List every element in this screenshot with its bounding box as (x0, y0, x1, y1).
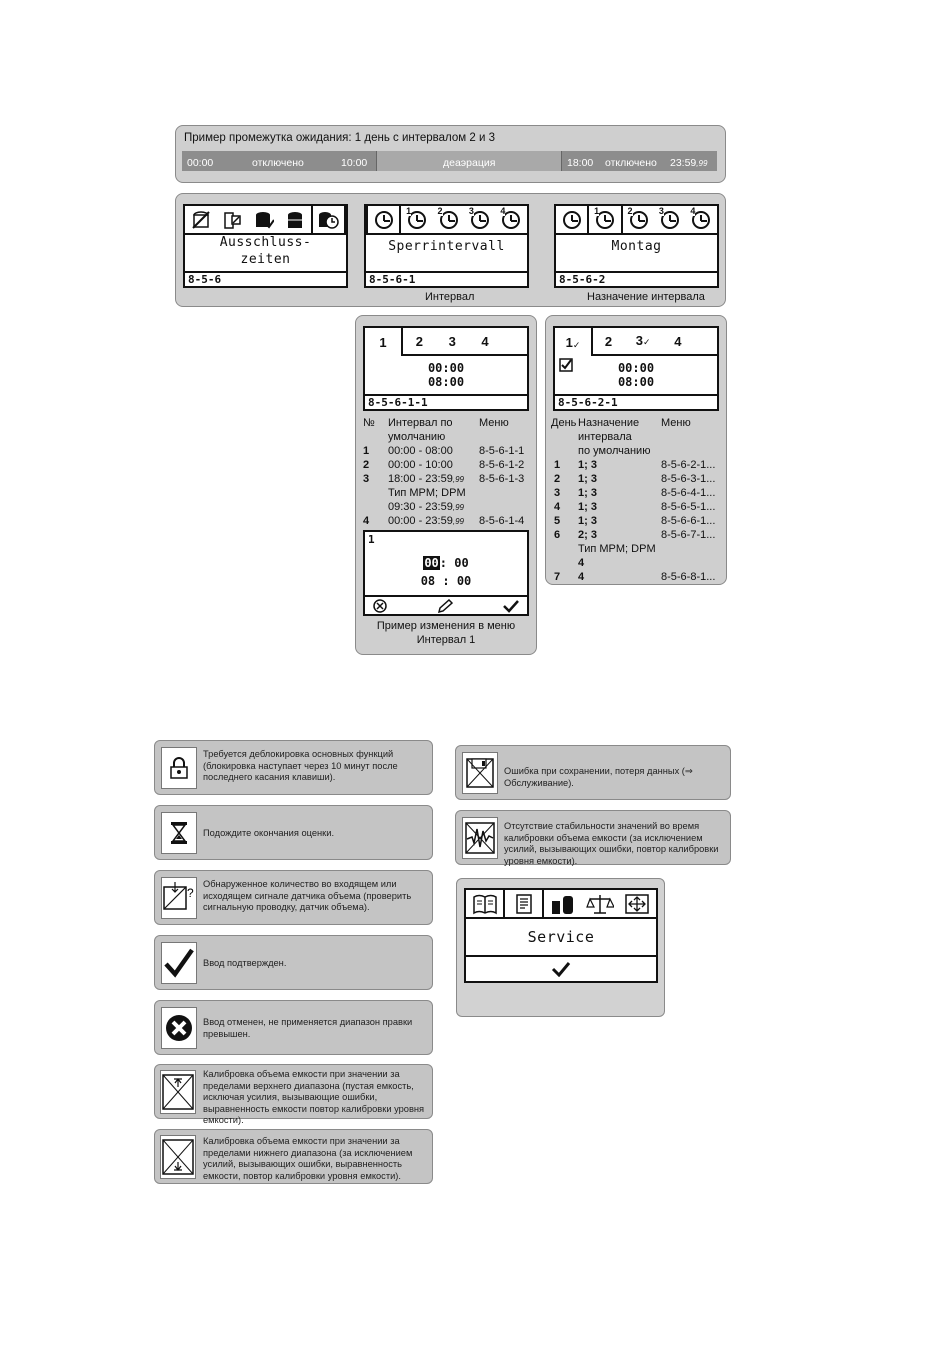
timeline-segment-deaeration (341, 151, 562, 171)
row-menu: 8-5-6-8-1... (661, 571, 716, 583)
tab-clock-1[interactable] (401, 206, 432, 233)
info-confirmed (154, 935, 433, 990)
row-menu: 8-5-6-1-1 (479, 445, 525, 457)
row-value: 4 (578, 571, 585, 583)
tab-interval-1[interactable]: 1 (379, 334, 387, 350)
info-volume-sensor (154, 870, 433, 925)
row-menu: 8-5-6-2-1... (661, 459, 716, 471)
tab-interval-4[interactable]: 4 (481, 333, 489, 349)
icon-frame (161, 942, 197, 984)
clock-icon (375, 211, 393, 229)
row-no: 4 (363, 515, 370, 527)
service-tabs (466, 890, 656, 919)
lcd-tabs (556, 206, 717, 235)
info-calibration-lower-text: Калибровка объема емкости при значении за пределами нижнего диапазона (за исключением усилий, вызывающих ошибки, выравненность емкости, повтор калибровки уровня емкости). (203, 1136, 413, 1181)
timeline-bar (182, 151, 717, 171)
lcd-interval-text: Sperrintervall (388, 239, 505, 254)
volume-sensor-icon (162, 881, 196, 915)
tab-interval-3[interactable]: 3 (448, 333, 456, 349)
tab-clock-all[interactable] (366, 204, 401, 233)
lcd-interval-edit (363, 530, 529, 616)
info-instability-text: Отсутствие стабильности значений во время калибровки объема емкости (за исключением усилий, вызывающих ошибки, повтор калибровки уровня емкости). (504, 821, 719, 866)
tab-clock-1[interactable] (587, 204, 622, 233)
header-assign-3: по умолчанию (578, 445, 651, 457)
tab-tank-arrow[interactable] (216, 206, 247, 233)
row-day: 5 (554, 515, 561, 527)
edit-caption-2: Интервал 1 (416, 634, 476, 646)
row-day: 7 (554, 571, 561, 583)
cancel-icon (164, 1013, 194, 1043)
lcd-assign-text: Montag (611, 239, 662, 254)
hourglass-icon (170, 821, 188, 845)
interval-table (363, 416, 533, 536)
row-interval: 18:00 - 23:59,99 (388, 473, 464, 485)
info-calibration-upper (154, 1064, 433, 1125)
assign-tabs (555, 328, 717, 356)
lcd-interval (364, 204, 529, 288)
interval-time-end: 08:00 (427, 375, 465, 389)
lcd-assign-detail (553, 326, 719, 411)
interval-panel (355, 315, 537, 655)
service-toolbar (466, 955, 656, 981)
icon-frame (462, 817, 498, 859)
edit-time-start[interactable]: 00: 00 (424, 556, 469, 570)
header-menu: Меню (479, 417, 509, 429)
timeline-panel (175, 125, 726, 183)
assign-other-tabs (591, 328, 717, 356)
clock-2-icon: 2 (630, 211, 648, 229)
tab-tanks[interactable] (544, 890, 581, 917)
tab-clock-2[interactable] (623, 206, 654, 233)
tab-interval-2[interactable]: 2 (415, 333, 424, 349)
info-wait (154, 805, 433, 860)
tab-document[interactable] (503, 888, 544, 917)
icon-frame (462, 752, 498, 794)
tank-crossed-icon (191, 210, 211, 230)
tab-tank-check[interactable] (248, 206, 279, 233)
clock-1-icon: 1 (596, 211, 614, 229)
move-arrows-icon (624, 893, 650, 915)
row-day: 2 (554, 473, 561, 485)
row-day: 3 (554, 487, 561, 499)
timeline-label-off1: отключено (252, 157, 304, 169)
icon-frame (161, 812, 197, 854)
row-menu: 8-5-6-6-1... (661, 515, 716, 527)
lcd-interval-detail (363, 326, 529, 411)
tab-clock-3[interactable] (464, 206, 495, 233)
info-calibration-upper-text: Калибровка объема емкости при значении за пределами верхнего диапазона (пустая емкость, исключая усилия, вызывающие ошибки, выравненность емкости повтор калибровки уровня емкости). (203, 1069, 425, 1125)
row-interval: 00:00 - 10:00 (388, 459, 453, 471)
icon-frame (161, 1007, 197, 1049)
row-menu: 8-5-6-4-1... (661, 487, 716, 499)
info-lock-text: Требуется деблокировка основных функций (блокировка наступает через 10 минут после последнего касания клавиши). (203, 749, 398, 782)
tab-tank-off[interactable] (185, 206, 216, 233)
header-day: День (551, 417, 577, 429)
row-menu: 8-5-6-1-2 (479, 459, 525, 471)
lcd-exclusion-text1: Ausschluss- (219, 235, 312, 250)
svg-text:?: ? (187, 886, 194, 900)
scale-icon (586, 893, 614, 915)
icon-frame (161, 747, 197, 789)
timeline-title: Пример промежутка ожидания: 1 день с интервалом 2 и 3 (184, 132, 495, 144)
timeline-label-off2: отключено (605, 157, 657, 169)
lcd-service (464, 888, 658, 983)
row-value: 1; 3 (578, 501, 597, 513)
header-interval-2: умолчанию (388, 431, 446, 443)
timeline-segment-off2 (562, 151, 717, 171)
checkmark-icon[interactable] (503, 599, 519, 613)
tab-clock-4[interactable] (686, 206, 717, 233)
tanks-icon (549, 893, 577, 915)
clock-2-icon: 2 (440, 211, 458, 229)
tab-assign-2[interactable]: 2 (604, 333, 613, 349)
tab-clock-2[interactable] (433, 206, 464, 233)
caption-interval: Интервал (425, 291, 475, 303)
tab-assign-1[interactable]: 1 ✓ (565, 334, 581, 350)
clock-3-icon: 3 (661, 211, 679, 229)
tab-assign-4[interactable]: 4 (674, 333, 682, 349)
lcd-interval-detail-code: 8-5-6-1-1 (365, 394, 527, 409)
interval-tabs (365, 328, 527, 356)
service-text: Service (527, 928, 595, 946)
row-no: 2 (363, 459, 370, 471)
interval-other-tabs (401, 328, 527, 356)
row-value: 1; 3 (578, 487, 597, 499)
tab-arrows[interactable] (619, 890, 656, 917)
tank-arrow-icon (222, 210, 242, 230)
lcd-exclusion-text2: zeiten (240, 252, 291, 267)
row-menu: 8-5-6-1-4 (479, 515, 525, 527)
instability-icon (464, 821, 496, 855)
row-no: 1 (363, 445, 370, 457)
lcd-assign-code: 8-5-6-2 (556, 271, 717, 286)
lcd-exclusion (183, 204, 348, 288)
save-error-icon (465, 757, 495, 789)
screens-panel (175, 193, 726, 307)
tab-clock-3[interactable] (654, 206, 685, 233)
edit-time-end: 08 : 00 (420, 574, 472, 588)
assign-panel (545, 315, 727, 585)
tank-full-icon (285, 210, 305, 230)
interval-time-start: 00:00 (427, 361, 465, 375)
row-day: 1 (554, 459, 561, 471)
tab-assign-3[interactable]: 3✓ (635, 333, 651, 348)
info-save-error (455, 745, 731, 800)
assign-time-end: 08:00 (617, 375, 655, 389)
timeline-time-10: 10:00 (341, 157, 368, 169)
tab-clock-4[interactable] (496, 206, 527, 233)
icon-frame (161, 877, 197, 919)
lock-icon (169, 757, 189, 779)
checkmark-icon[interactable] (551, 961, 571, 977)
info-cancelled-text: Ввод отменен, не применяется диапазон правки превышен. (203, 1017, 413, 1039)
row-value: 1; 3 (578, 473, 597, 485)
tab-book[interactable] (466, 890, 503, 917)
pencil-icon[interactable] (437, 599, 453, 613)
info-cancelled (154, 1000, 433, 1055)
row-menu: 8-5-6-7-1... (661, 529, 716, 541)
tab-tank-full[interactable] (279, 206, 310, 233)
calibration-upper-icon (161, 1073, 195, 1111)
tank-check-icon (254, 210, 274, 230)
row-value: 2; 3 (578, 529, 597, 541)
tab-scale[interactable] (582, 890, 619, 917)
icon-frame (160, 1070, 196, 1114)
tab-tank-clock[interactable] (311, 204, 346, 233)
info-volume-sensor-text: Обнаруженное количество во входящем или исходящем сигнале датчика объема (проверить сигнальную проводку, датчик объема). (203, 879, 412, 912)
timeline-label-deaeration: деаэрация (443, 157, 496, 169)
checkmark-icon (163, 947, 195, 979)
document-icon (514, 893, 534, 915)
clock-3-icon: 3 (471, 211, 489, 229)
info-confirmed-text: Ввод подтвержден. (203, 958, 287, 968)
edit-time-cursor[interactable]: 00 (424, 556, 439, 570)
header-menu: Меню (661, 417, 691, 429)
info-wait-text: Подождите окончания оценки. (203, 828, 335, 838)
lcd-assign-detail-code: 8-5-6-2-1 (555, 394, 717, 409)
row-interval: Тип MPM; DPM (388, 487, 466, 499)
row-day: 6 (554, 529, 561, 541)
lcd-assign (554, 204, 719, 288)
row-interval: 09:30 - 23:59,99 (388, 501, 464, 513)
info-lock (154, 740, 433, 795)
edit-toolbar (365, 595, 527, 614)
row-day: 4 (554, 501, 561, 513)
row-menu: 8-5-6-3-1... (661, 473, 716, 485)
service-panel (456, 878, 665, 1017)
info-save-error-text: Ошибка при сохранении, потеря данных (⇒ Обслуживание). (504, 766, 693, 788)
header-no: № (363, 417, 375, 429)
assign-time-start: 00:00 (617, 361, 655, 375)
caption-assign: Назначение интервала (587, 291, 705, 303)
clock-1-icon: 1 (408, 211, 426, 229)
timeline-end-time: 23:59,99 (670, 157, 708, 169)
header-assign-2: интервала (578, 431, 632, 443)
clock-icon (563, 211, 581, 229)
clock-4-icon: 4 (502, 211, 520, 229)
edit-line-number: 1 (368, 533, 375, 546)
tank-clock-icon (317, 210, 339, 230)
timeline-start-time: 00:00 (187, 157, 214, 169)
row-interval: 00:00 - 08:00 (388, 445, 453, 457)
row-menu: 8-5-6-5-1... (661, 501, 716, 513)
row-value: 4 (578, 557, 585, 569)
clock-4-icon: 4 (692, 211, 710, 229)
lcd-exclusion-code: 8-5-6 (185, 271, 346, 286)
assign-table (551, 416, 723, 586)
lcd-tabs (185, 206, 346, 235)
icon-frame (160, 1135, 196, 1179)
info-calibration-lower (154, 1129, 433, 1184)
header-assign: Назначение (578, 417, 640, 429)
book-icon (472, 893, 498, 915)
row-interval: 00:00 - 23:59,99 (388, 515, 464, 527)
header-interval: Интервал по (388, 417, 453, 429)
row-no: 3 (363, 473, 370, 485)
row-value: 1; 3 (578, 459, 597, 471)
lcd-interval-code: 8-5-6-1 (366, 271, 527, 286)
tab-clock-all[interactable] (556, 206, 587, 233)
row-menu: 8-5-6-1-3 (479, 473, 525, 485)
cancel-icon[interactable] (373, 599, 387, 613)
edit-caption-1: Пример изменения в меню (376, 620, 516, 632)
calibration-lower-icon (161, 1138, 195, 1176)
timeline-time-18: 18:00 (567, 157, 594, 169)
row-value: Тип MPM; DPM (578, 543, 656, 555)
info-instability (455, 810, 731, 865)
row-value: 1; 3 (578, 515, 597, 527)
lcd-tabs (366, 206, 527, 235)
